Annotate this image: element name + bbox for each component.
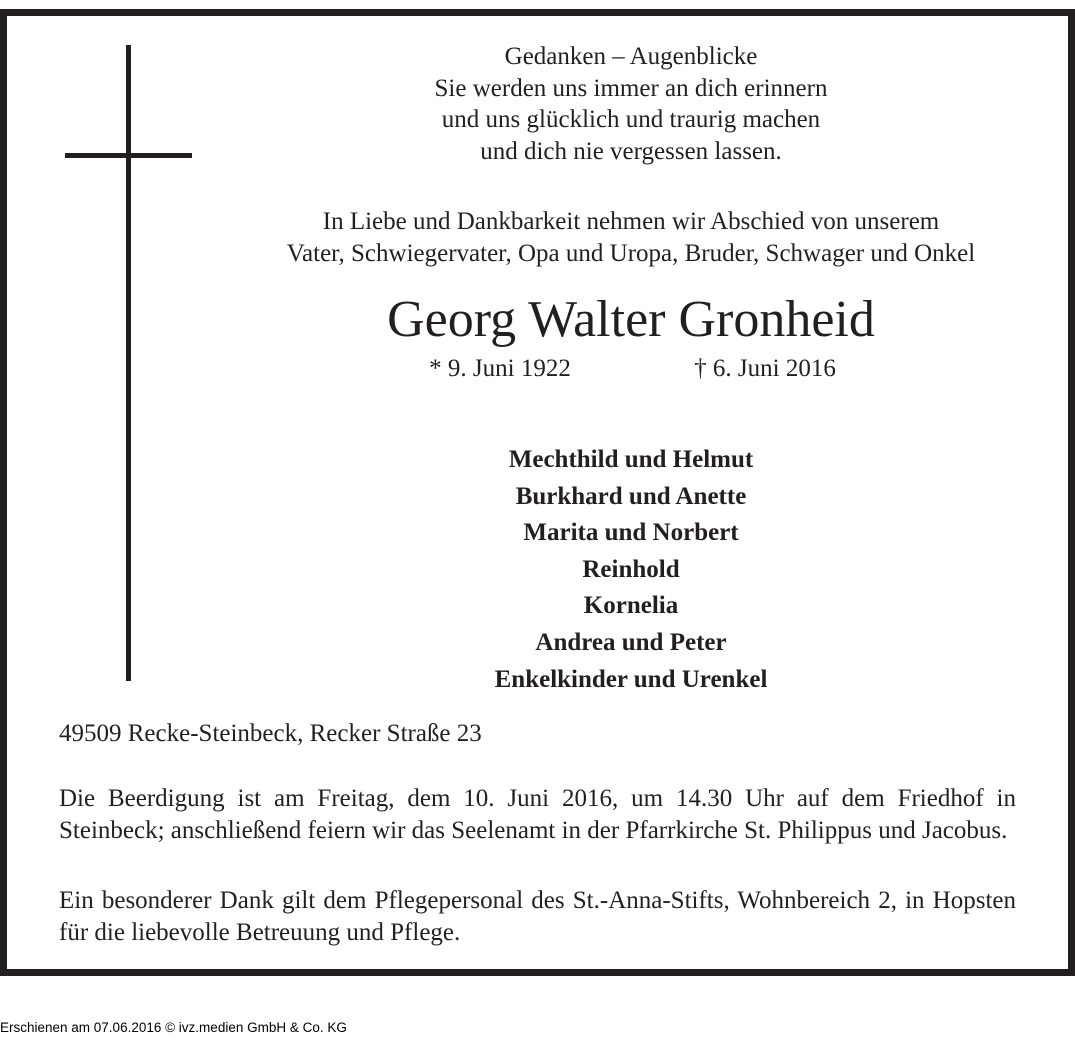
publication-footer: Erschienen am 07.06.2016 © ivz.medien GmbH & Co. KG xyxy=(0,1020,347,1035)
poem xyxy=(307,41,955,167)
intro-line: In Liebe und Dankbarkeit nehmen wir Abschied von unserem xyxy=(322,208,940,235)
deceased-name: Georg Walter Gronheid xyxy=(387,291,875,348)
poem-line: und uns glücklich und traurig machen xyxy=(441,106,821,133)
poem-line: Gedanken – Augenblicke xyxy=(504,43,758,70)
birth-date: * 9. Juni 1922 xyxy=(429,355,571,382)
poem-line: und dich nie vergessen lassen. xyxy=(480,137,782,165)
family-address: 49509 Recke-Steinbeck, Recker Straße 23 xyxy=(59,720,482,747)
cross-icon-horizontal-bar xyxy=(65,153,192,158)
poem-line: Sie werden uns immer an dich erinnern xyxy=(434,74,828,102)
obituary-frame xyxy=(0,9,1075,976)
mourner-item: Enkelkinder und Urenkel xyxy=(494,665,768,693)
mourner-item: Reinhold xyxy=(582,555,680,583)
mourner-item: Kornelia xyxy=(583,592,679,620)
thanks-paragraph: Ein besonderer Dank gilt dem Pflegepersonal des St.-Anna-Stifts, Wohnbereich 2, in Hopsten für die liebevolle Betreuung und Pflege. xyxy=(59,887,1016,946)
death-date: † 6. Juni 2016 xyxy=(694,355,836,382)
funeral-details-paragraph: Die Beerdigung ist am Freitag, dem 10. Juni 2016, um 14.30 Uhr auf dem Friedhof in Steinbeck; anschließend feiern wir das Seelenamt in der Pfarrkirche St. Philippus und Jacobus. xyxy=(59,785,1016,844)
mourners-list xyxy=(381,442,881,698)
mourner-item: Marita und Norbert xyxy=(523,519,739,547)
cross-icon-vertical-bar xyxy=(126,45,131,681)
mourner-item: Mechthild und Helmut xyxy=(508,446,754,473)
farewell-intro xyxy=(187,206,1075,270)
mourner-item: Andrea und Peter xyxy=(535,628,727,656)
mourner-item: Burkhard und Anette xyxy=(515,482,747,510)
intro-line: Vater, Schwiegervater, Opa und Uropa, Bruder, Schwager und Onkel xyxy=(286,240,976,267)
